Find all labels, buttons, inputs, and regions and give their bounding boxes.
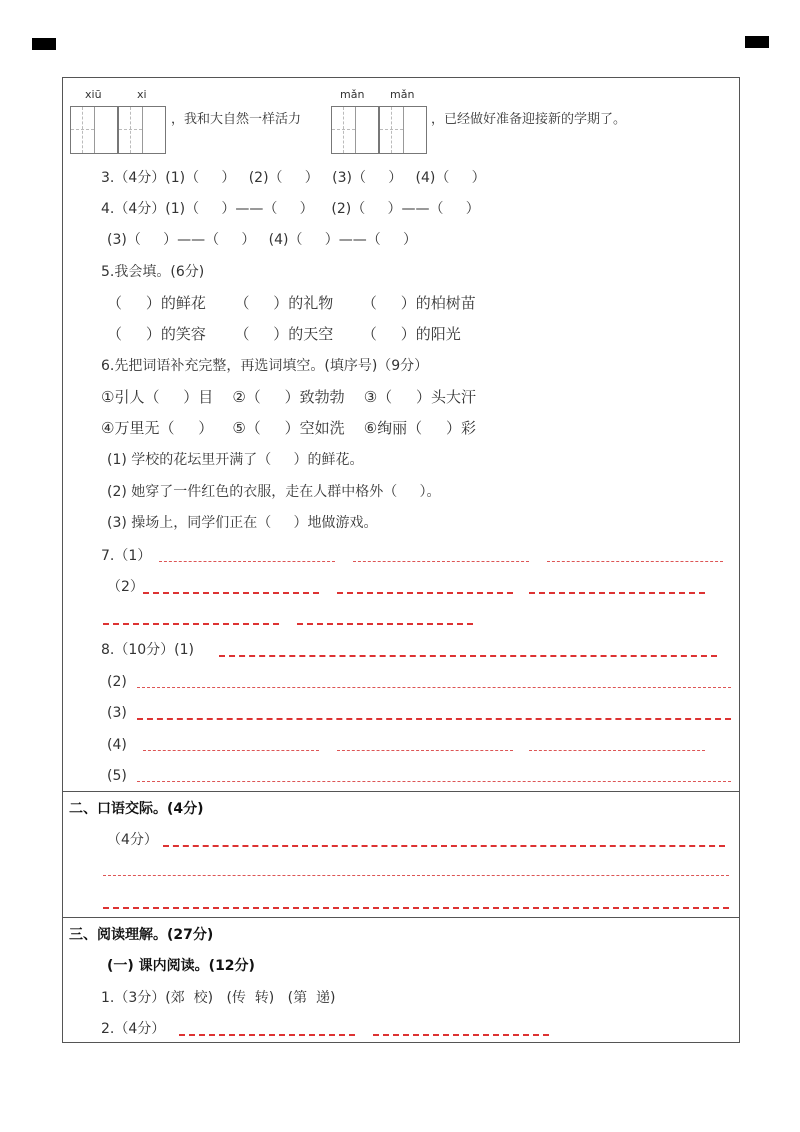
q8-5-answer-line[interactable] bbox=[137, 781, 731, 782]
q8-2-answer-line[interactable] bbox=[137, 687, 731, 688]
q8-label-1: 8.（10分）(1) bbox=[101, 642, 195, 658]
section-3-title: 三、阅读理解。(27分) bbox=[69, 927, 214, 943]
q4-line-a: 4.（4分）(1)（ ）——（ ） (2)（ ）——（ ） bbox=[101, 201, 480, 217]
writing-box-3[interactable] bbox=[331, 106, 379, 154]
answer-sheet bbox=[62, 77, 740, 1043]
registration-mark-right bbox=[745, 36, 769, 48]
section-2-answer-line-1[interactable] bbox=[163, 845, 725, 847]
pinyin-1: xiū bbox=[85, 88, 102, 101]
q7-1-answer-line-a[interactable] bbox=[159, 561, 335, 562]
pinyin-2: xi bbox=[137, 88, 147, 101]
q6-row-1: ①引人（ ）目 ②（ ）致勃勃 ③（ ）头大汗 bbox=[101, 388, 477, 406]
q6-row-2: ④万里无（ ） ⑤（ ）空如洗 ⑥绚丽（ ）彩 bbox=[101, 419, 477, 437]
q6-sentence-1: (1) 学校的花坛里开满了（ ）的鲜花。 bbox=[107, 452, 364, 468]
section-2-answer-line-2[interactable] bbox=[103, 875, 729, 876]
q8-4-answer-line-c[interactable] bbox=[529, 750, 705, 751]
q6-sentence-3: (3) 操场上，同学们正在（ ）地做游戏。 bbox=[107, 515, 378, 531]
q5-row-2: （ ）的笑容 （ ）的天空 （ ）的阳光 bbox=[107, 325, 461, 343]
section-3-q2-answer-line-a[interactable] bbox=[179, 1034, 355, 1036]
q8-label-5: (5) bbox=[107, 768, 127, 784]
q7-2-answer-line-d[interactable] bbox=[103, 623, 279, 625]
writing-box-2[interactable] bbox=[118, 106, 166, 154]
q5-row-1: （ ）的鲜花 （ ）的礼物 （ ）的柏树苗 bbox=[107, 294, 476, 312]
section-3-q2: 2.（4分） bbox=[101, 1021, 166, 1037]
section-divider-2 bbox=[63, 791, 739, 792]
q7-1-answer-line-c[interactable] bbox=[547, 561, 723, 562]
q7-2-answer-line-c[interactable] bbox=[529, 592, 705, 594]
section-divider-3 bbox=[63, 917, 739, 918]
section-2-answer-line-3[interactable] bbox=[103, 907, 729, 909]
section-2-title: 二、口语交际。(4分) bbox=[69, 801, 204, 817]
q6-sentence-2: (2) 她穿了一件红色的衣服，走在人群中格外（ ）。 bbox=[107, 484, 441, 500]
pinyin-3: mǎn bbox=[340, 88, 365, 101]
q7-2-answer-line-b[interactable] bbox=[337, 592, 513, 594]
q8-label-2: (2) bbox=[107, 674, 127, 690]
registration-mark-left bbox=[32, 38, 56, 50]
q8-label-4: (4) bbox=[107, 737, 127, 753]
section-3-q2-answer-line-b[interactable] bbox=[373, 1034, 549, 1036]
q7-label-1: 7.（1） bbox=[101, 548, 152, 564]
q8-label-3: (3) bbox=[107, 705, 127, 721]
q8-3-answer-line[interactable] bbox=[137, 718, 731, 720]
q4-line-b: (3)（ ）——（ ） (4)（ ）——（ ） bbox=[107, 232, 418, 248]
pinyin-4: mǎn bbox=[390, 88, 415, 101]
section-2-question: （4分） bbox=[107, 832, 158, 848]
writing-box-4[interactable] bbox=[379, 106, 427, 154]
q7-2-answer-line-a[interactable] bbox=[143, 592, 319, 594]
line-top-end: ，已经做好准备迎接新的学期了。 bbox=[431, 112, 627, 127]
q8-4-answer-line-b[interactable] bbox=[337, 750, 513, 751]
q8-1-answer-line[interactable] bbox=[219, 655, 717, 657]
q6-title: 6.先把词语补充完整，再选词填空。(填序号)（9分） bbox=[101, 358, 429, 374]
q5-title: 5.我会填。(6分) bbox=[101, 264, 205, 280]
line-top-middle: ，我和大自然一样活力 bbox=[171, 112, 302, 127]
writing-box-1[interactable] bbox=[70, 106, 118, 154]
section-3-subtitle: (一) 课内阅读。(12分) bbox=[107, 958, 255, 974]
q3: 3.（4分）(1)（ ） (2)（ ） (3)（ ） (4)（ ） bbox=[101, 170, 486, 186]
q8-4-answer-line-a[interactable] bbox=[143, 750, 319, 751]
q7-label-2: （2） bbox=[107, 579, 144, 595]
q7-2-answer-line-e[interactable] bbox=[297, 623, 473, 625]
section-3-q1: 1.（3分）(郊 校) (传 转) (第 递) bbox=[101, 990, 336, 1006]
q7-1-answer-line-b[interactable] bbox=[353, 561, 529, 562]
